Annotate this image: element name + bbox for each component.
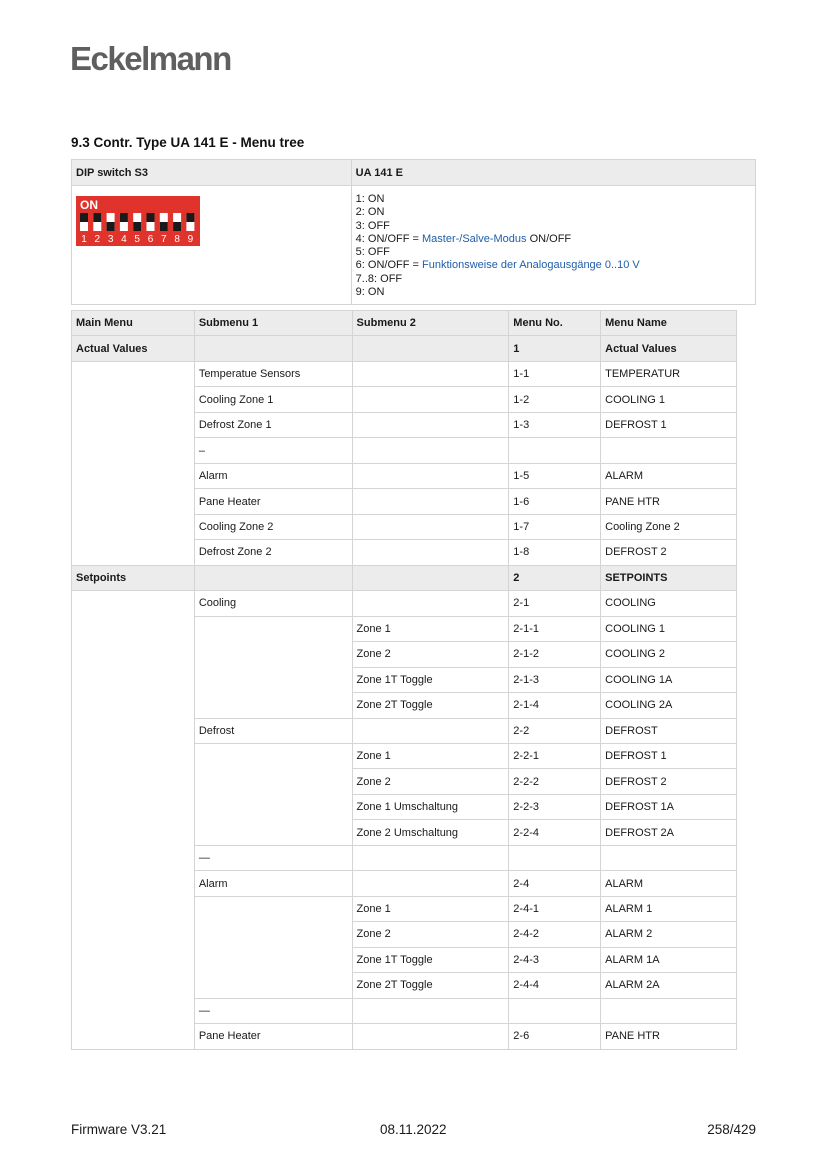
table-cell [194,769,352,794]
table-row [72,642,737,667]
table-cell: 2-1-3 [509,667,601,692]
table-cell: Zone 2 [352,642,509,667]
table-cell: 2 [509,565,601,590]
dip-table-body [72,186,756,305]
table-cell [601,845,737,870]
table-cell [601,998,737,1023]
table-cell [72,514,195,539]
table-cell [194,616,352,641]
dip-switch-image [76,196,200,246]
column-header: Submenu 1 [194,311,352,336]
table-cell: Temperatue Sensors [194,361,352,386]
table-cell: Zone 1 [352,896,509,921]
table-cell: 1-7 [509,514,601,539]
main-menu-row [72,565,737,590]
dip-settings-list [356,186,751,299]
table-cell [352,998,509,1023]
table-row [72,871,737,896]
table-cell [352,387,509,412]
table-cell: 1-1 [509,361,601,386]
dip-switch-knob [133,222,141,231]
table-cell: 1 [509,336,601,361]
table-cell: Zone 1T Toggle [352,947,509,972]
table-row [72,514,737,539]
table-cell: DEFROST 1 [601,743,737,768]
dip-switch-number: 9 [187,234,194,245]
table-cell: Actual Values [72,336,195,361]
table-cell: 2-4-2 [509,922,601,947]
table-cell [352,489,509,514]
table-cell [72,794,195,819]
dip-switch-knob [186,213,194,222]
table-cell [72,667,195,692]
table-cell: Defrost [194,718,352,743]
table-row [72,387,737,412]
dip-setting-line: 9: ON [355,286,385,299]
dip-switch-number: 8 [174,234,180,245]
table-cell: 1-6 [509,489,601,514]
footer-page-number: 258/429 [707,1122,756,1137]
table-row [72,820,737,845]
table-cell [72,947,195,972]
table-cell [72,540,195,565]
dip-switch-knob [173,222,181,231]
table-cell [72,896,195,921]
dip-switch-table [71,159,756,305]
dip-switch-number: 5 [134,234,140,245]
dip-setting-line: 3: OFF [355,219,390,232]
table-row [72,718,737,743]
dip-switch-knob [107,222,115,231]
table-row [72,540,737,565]
section-title: 9.3 Contr. Type UA 141 E - Menu tree [71,135,305,150]
table-cell [72,871,195,896]
dip-settings-cell [351,186,755,305]
table-cell: COOLING 2 [601,642,737,667]
table-row [72,361,737,386]
dip-switch-knob [80,213,88,222]
table-cell [352,718,509,743]
table-cell [352,438,509,463]
table-cell: Actual Values [601,336,737,361]
table-cell [509,998,601,1023]
table-cell [72,642,195,667]
table-cell: Alarm [194,463,352,488]
table-cell [194,896,352,921]
table-row [72,769,737,794]
dip-header-right: UA 141 E [351,160,755,186]
table-cell [194,922,352,947]
table-cell: 2-4-3 [509,947,601,972]
table-cell: Zone 2T Toggle [352,693,509,718]
table-cell [194,693,352,718]
column-header: Main Menu [72,311,195,336]
dip-switch-number: 1 [81,234,87,245]
table-cell: Cooling Zone 1 [194,387,352,412]
table-cell [352,591,509,616]
table-cell [72,463,195,488]
table-cell: Zone 2 [352,922,509,947]
table-cell [194,973,352,998]
menu-tree-table [71,310,737,1050]
table-cell: 2-4 [509,871,601,896]
table-cell [601,438,737,463]
dip-setting-link[interactable]: Funktionsweise der Analogausgänge 0..10 V [422,259,640,272]
dip-header-left: DIP switch S3 [72,160,352,186]
table-cell: 1-3 [509,412,601,437]
table-cell: ALARM 2 [601,922,737,947]
table-cell [352,565,509,590]
table-row [72,591,737,616]
table-cell [352,540,509,565]
table-cell [352,845,509,870]
table-cell [72,743,195,768]
table-cell: – [194,438,352,463]
table-cell: SETPOINTS [601,565,737,590]
table-cell: PANE HTR [601,489,737,514]
table-cell [352,412,509,437]
table-cell: ALARM 1A [601,947,737,972]
table-cell: ALARM 2A [601,973,737,998]
table-cell [352,1024,509,1049]
table-cell [509,845,601,870]
dip-setting-link[interactable]: Master-/Salve-Modus [422,232,527,245]
table-cell [352,463,509,488]
table-cell [194,336,352,361]
table-cell: Zone 1 Umschaltung [352,794,509,819]
table-cell: COOLING 2A [601,693,737,718]
table-row [72,947,737,972]
dip-setting-line: 2: ON [355,206,385,219]
table-cell: 2-6 [509,1024,601,1049]
table-cell: Zone 2 [352,769,509,794]
table-row [72,489,737,514]
table-cell: Alarm [194,871,352,896]
table-cell [72,922,195,947]
table-cell [72,693,195,718]
dip-setting-prefix: 6: ON/OFF = [355,259,422,272]
table-cell: 2-1-2 [509,642,601,667]
footer-firmware: Firmware V3.21 [71,1122,167,1137]
table-row [72,743,737,768]
table-cell: Pane Heater [194,489,352,514]
brand-logo: Eckelmann [70,40,231,77]
table-cell [352,514,509,539]
dip-setting-line: 5: OFF [355,246,390,259]
table-cell [72,769,195,794]
table-row [72,463,737,488]
table-cell [194,743,352,768]
dip-switch-number: 6 [147,234,154,245]
table-cell: Cooling [194,591,352,616]
table-cell [194,642,352,667]
table-cell: COOLING 1 [601,387,737,412]
table-cell: Cooling Zone 2 [194,514,352,539]
dip-setting-line: 7..8: OFF [355,272,403,285]
table-cell: Pane Heater [194,1024,352,1049]
table-row [72,616,737,641]
table-cell [72,973,195,998]
table-cell [352,336,509,361]
table-cell: PANE HTR [601,1024,737,1049]
main-menu-row [72,336,737,361]
table-cell: 2-4-4 [509,973,601,998]
table-cell: TEMPERATUR [601,361,737,386]
dip-setting-suffix: ON/OFF [526,232,572,245]
table-row [72,693,737,718]
column-header: Menu Name [601,311,737,336]
dip-setting-line [356,233,751,246]
table-cell: 2-4-1 [509,896,601,921]
table-cell: COOLING 1 [601,616,737,641]
dip-switch-number: 7 [161,234,167,245]
table-cell: 1-2 [509,387,601,412]
table-cell: 2-1-4 [509,693,601,718]
table-row [72,845,737,870]
table-cell [72,718,195,743]
dip-switch-number: 3 [107,234,114,245]
table-cell [72,616,195,641]
table-cell [72,591,195,616]
menu-table-header [72,311,737,336]
table-row [72,1024,737,1049]
table-cell: 2-2-4 [509,820,601,845]
table-cell: Defrost Zone 2 [194,540,352,565]
table-cell [72,820,195,845]
table-cell: Cooling Zone 2 [601,514,737,539]
table-row [72,973,737,998]
table-cell: 2-2-3 [509,794,601,819]
table-cell [72,845,195,870]
table-cell: Zone 1T Toggle [352,667,509,692]
table-cell: — [194,998,352,1023]
table-cell: COOLING [601,591,737,616]
table-cell: DEFROST 2 [601,769,737,794]
table-cell: Zone 1 [352,743,509,768]
dip-switch-cell [72,186,352,305]
dip-switch-knob [147,213,155,222]
table-cell [194,667,352,692]
dip-setting-line [356,259,751,272]
table-row [72,922,737,947]
dip-switch-knob [120,213,128,222]
footer-date: 08.11.2022 [380,1122,447,1137]
table-cell: Setpoints [72,565,195,590]
table-cell [352,871,509,896]
table-cell: ALARM [601,463,737,488]
table-cell: 2-1 [509,591,601,616]
table-cell [72,489,195,514]
table-cell [194,794,352,819]
dip-switch-knob [93,213,101,222]
table-cell: Zone 2 Umschaltung [352,820,509,845]
table-cell: 2-1-1 [509,616,601,641]
table-cell: 1-5 [509,463,601,488]
table-cell: Zone 1 [352,616,509,641]
table-cell: — [194,845,352,870]
dip-switch-number: 2 [94,234,101,245]
table-cell: Defrost Zone 1 [194,412,352,437]
table-cell: ALARM 1 [601,896,737,921]
dip-on-label: ON [80,198,98,212]
table-cell [194,947,352,972]
table-cell: 2-2 [509,718,601,743]
table-cell [72,361,195,386]
column-header: Submenu 2 [352,311,509,336]
table-cell: 1-8 [509,540,601,565]
dip-switch-knob [160,222,168,231]
table-cell: 2-2-2 [509,769,601,794]
table-cell: DEFROST 2A [601,820,737,845]
dip-setting-line: 1: ON [355,193,385,205]
column-header: Menu No. [509,311,601,336]
table-cell [352,361,509,386]
table-cell [509,438,601,463]
table-cell: DEFROST 2 [601,540,737,565]
table-cell [72,438,195,463]
table-cell: DEFROST [601,718,737,743]
table-cell: 2-2-1 [509,743,601,768]
table-cell: ALARM [601,871,737,896]
table-cell [72,387,195,412]
table-row [72,412,737,437]
table-cell: DEFROST 1 [601,412,737,437]
table-row [72,998,737,1023]
table-row [72,667,737,692]
table-cell: Zone 2T Toggle [352,973,509,998]
dip-switch-number: 4 [121,234,127,245]
table-cell: COOLING 1A [601,667,737,692]
table-cell [72,998,195,1023]
table-cell: DEFROST 1A [601,794,737,819]
dip-table-header [72,160,756,186]
table-cell [72,1024,195,1049]
table-row [72,794,737,819]
dip-setting-prefix: 4: ON/OFF = [355,232,422,245]
table-cell [194,820,352,845]
table-cell [194,565,352,590]
table-cell [72,412,195,437]
table-row [72,896,737,921]
table-row [72,438,737,463]
